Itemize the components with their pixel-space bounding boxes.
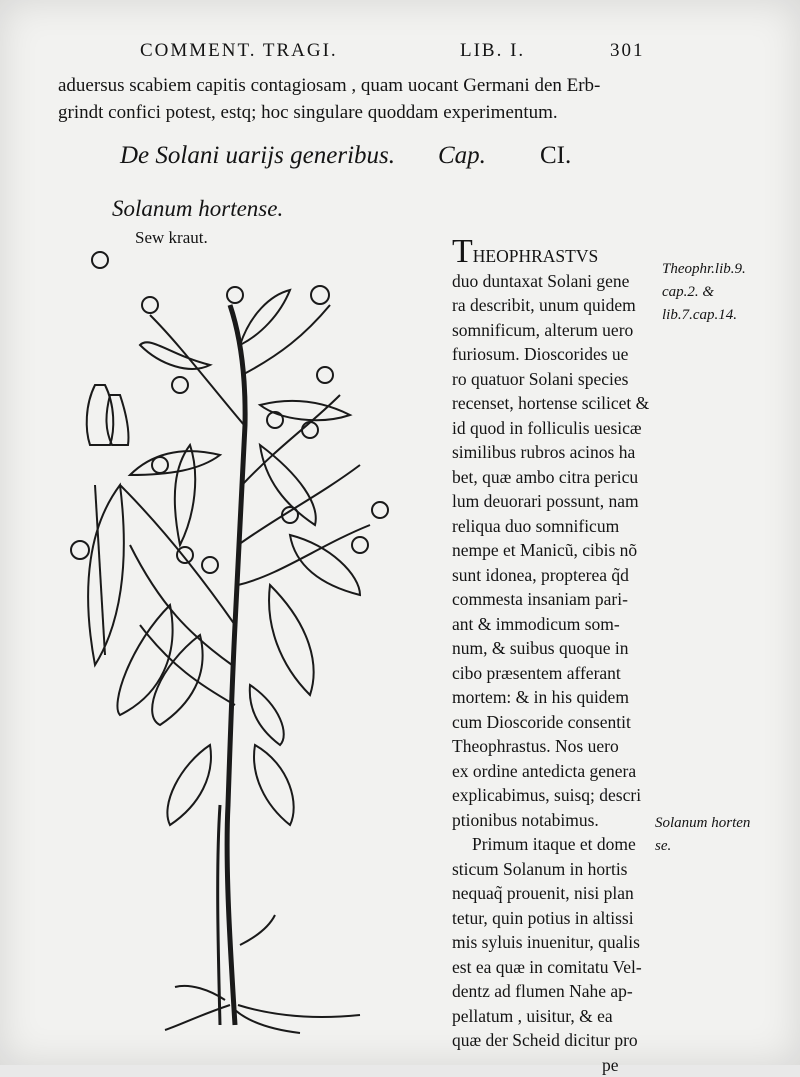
margin-note-line: lib.7.cap.14.	[662, 304, 746, 327]
text-line: sunt idonea, propterea q̃d	[452, 563, 660, 588]
text-line: pellatum , uisitur, & ea	[452, 1004, 660, 1029]
text-line: tetur, quin potius in altissi	[452, 906, 660, 931]
drop-cap: T	[452, 233, 473, 270]
plant-german-name: Sew kraut.	[135, 228, 208, 248]
text-line: est ea quæ in comitatu Vel-	[452, 955, 660, 980]
margin-note-line: Solanum horten	[655, 812, 750, 835]
text-line: bet, quæ ambo citra pericu	[452, 465, 660, 490]
margin-note-line: cap.2. &	[662, 281, 746, 304]
text-line: cibo præsentem afferant	[452, 661, 660, 686]
text-line: mis syluis inuenitur, qualis	[452, 930, 660, 955]
text-line: Primum itaque et dome	[452, 832, 660, 857]
text-line: similibus rubros acinos ha	[452, 440, 660, 465]
text-line: ant & immodicum som-	[452, 612, 660, 637]
text-line: ptionibus notabimus.	[452, 808, 660, 833]
chapter-title: De Solani uarijs generibus.	[120, 142, 395, 169]
text-line: num, & suibus quoque in	[452, 636, 660, 661]
text-line: reliqua duo somnificum	[452, 514, 660, 539]
text-line: duo duntaxat Solani gene	[452, 269, 660, 294]
text-line: Theophrastus. Nos uero	[452, 734, 660, 759]
text-line: furiosum. Dioscorides ue	[452, 342, 660, 367]
text-line: nempe et Manicũ, cibis nõ	[452, 538, 660, 563]
text-line: ro quatuor Solani species	[452, 367, 660, 392]
margin-note-solanum	[655, 812, 750, 858]
text-line: commesta insaniam pari-	[452, 587, 660, 612]
plant-latin-name: Solanum hortense.	[112, 196, 283, 222]
text-line: nequaq̃ prouenit, nisi plan	[452, 881, 660, 906]
running-head-book: COMMENT. TRAGI.	[140, 40, 338, 62]
margin-note-line: se.	[655, 835, 750, 858]
text-line: recenset, hortense scilicet &	[452, 391, 660, 416]
chapter-body-text	[452, 240, 660, 1077]
text-line: pe	[452, 1053, 660, 1077]
text-line: ex ordine antedicta genera	[452, 759, 660, 784]
text-line: grindt confici potest, estq; hoc singulare quoddam experimentum.	[58, 99, 600, 126]
text-line: somnificum, alterum uero	[452, 318, 660, 343]
chapter-heading	[120, 142, 640, 170]
text-line: mortem: & in his quidem	[452, 685, 660, 710]
margin-note-theophrastus	[662, 258, 746, 327]
text-line: dentz ad flumen Nahe ap-	[452, 979, 660, 1004]
text-line: lum deuorari possunt, nam	[452, 489, 660, 514]
text-line: cum Dioscoride consentit	[452, 710, 660, 735]
margin-note-line: Theophr.lib.9.	[662, 258, 746, 281]
running-head-lib: LIB. I.	[460, 40, 525, 62]
text-line: id quod in folliculis uesicæ	[452, 416, 660, 441]
page-number: 301	[610, 40, 645, 62]
chapter-cap-label: Cap.	[438, 142, 486, 170]
text-line: THEOPHRASTVS	[452, 240, 660, 269]
previous-chapter-text	[58, 72, 600, 126]
text-line: ra describit, unum quidem	[452, 293, 660, 318]
text-line: quæ der Scheid dicitur pro	[452, 1028, 660, 1053]
text-line: aduersus scabiem capitis contagiosam , quam uocant Germani den Erb-	[58, 72, 600, 99]
chapter-number: CI.	[540, 142, 571, 170]
text-line: sticum Solanum in hortis	[452, 857, 660, 882]
solanum-woodcut-illustration	[60, 245, 420, 1035]
text-line: explicabimus, suisq; descri	[452, 783, 660, 808]
